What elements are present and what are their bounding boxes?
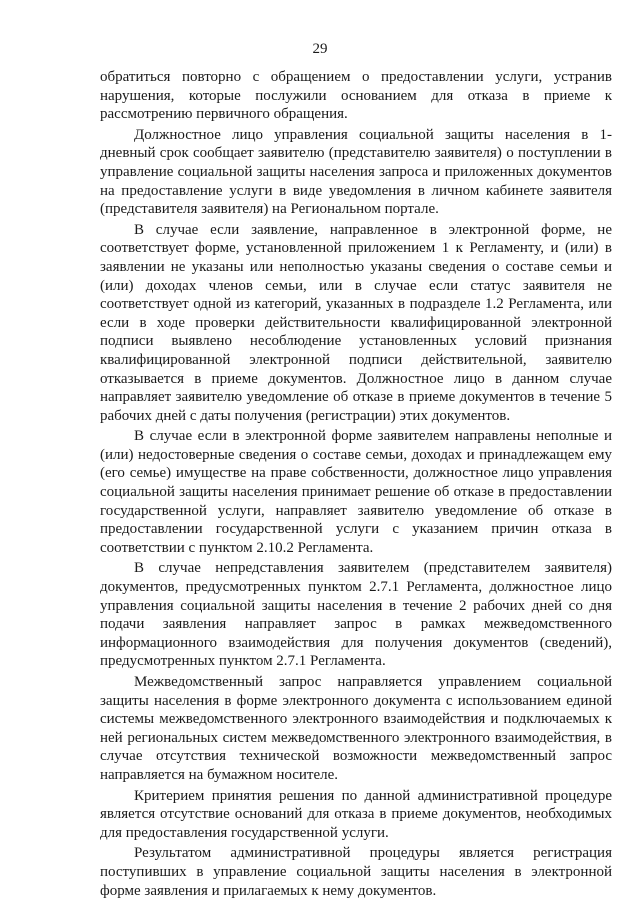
paragraph-refusal-of-acceptance: В случае если заявление, направленное в электронной форме, не соответствует форме, установленной приложением 1 к Регламенту, и (или) в заявлении не указаны или неполностью указаны сведения о составе семьи и (или) доходах членов семьи, или в случае если статус заявителя не соответствует одной из категорий, указанных в подразделе 1.2 Регламента, или если в ходе проверки действительности квалифицированной электронной подписи выявлено несоблюдение установленных условий признания квалифицированной электронной подписи действительной, заявителю отказывается в приеме документов. Должностное лицо в данном случае направляет заявителю уведомление об отказе в приеме документов в течение 5 рабочих дней с даты получения (регистрации) этих документов.	[100, 221, 612, 424]
paragraph-procedure-result: Результатом административной процедуры является регистрация поступивших в управление социальной защиты населения в электронной форме заявления и прилагаемых к нему документов.	[100, 845, 612, 899]
page-number: 29	[312, 41, 328, 57]
paragraph-incomplete-information: В случае если в электронной форме заявителем направлены неполные и (или) недостоверные сведения о составе семьи, доходах и принадлежащем ему (его семье) имуществе на праве собственности, должностное лицо управления социальной защиты населения принимает решение об отказе в предоставлении государственной услуги, направляет заявителю уведомление об отказе в предоставлении государственной услуги с указанием причин отказа в соответствии с пунктом 2.10.2 Регламента.	[100, 428, 612, 556]
paragraph-notification: Должностное лицо управления социальной защиты населения в 1-дневный срок сообщает заявителю (представителю заявителя) о поступлении в управление социальной защиты населения запроса и приложенных документов на предоставление услуги в виде уведомления в личном кабинете заявителя (представителя заявителя) на Региональном портале.	[100, 126, 612, 218]
paragraph-interagency-request-format: Межведомственный запрос направляется управлением социальной защиты населения в форме электронного документа с использованием единой системы межведомственного электронного взаимодействия и подключаемых к ней региональных систем межведомственного электронного взаимодействия, в случае отсутствия технической возможности межведомственный запрос направляется на бумажном носителе.	[100, 674, 612, 783]
document-body	[100, 68, 612, 902]
paragraph-continuation: обратиться повторно с обращением о предоставлении услуги, устранив нарушения, которые послужили основанием для отказа в приеме к рассмотрению первичного обращения.	[100, 69, 612, 123]
paragraph-decision-criterion: Критерием принятия решения по данной административной процедуре является отсутствие оснований для отказа в приеме документов, необходимых для предоставления государственной услуги.	[100, 787, 612, 841]
paragraph-interagency-request-trigger: В случае непредставления заявителем (представителем заявителя) документов, предусмотренных пунктом 2.7.1 Регламента, должностное лицо управления социальной защиты населения в течение 2 рабочих дней со дня подачи заявления направляет запрос в рамках межведомственного информационного взаимодействия для получения документов (сведений), предусмотренных пунктом 2.7.1 Регламента.	[100, 560, 612, 670]
